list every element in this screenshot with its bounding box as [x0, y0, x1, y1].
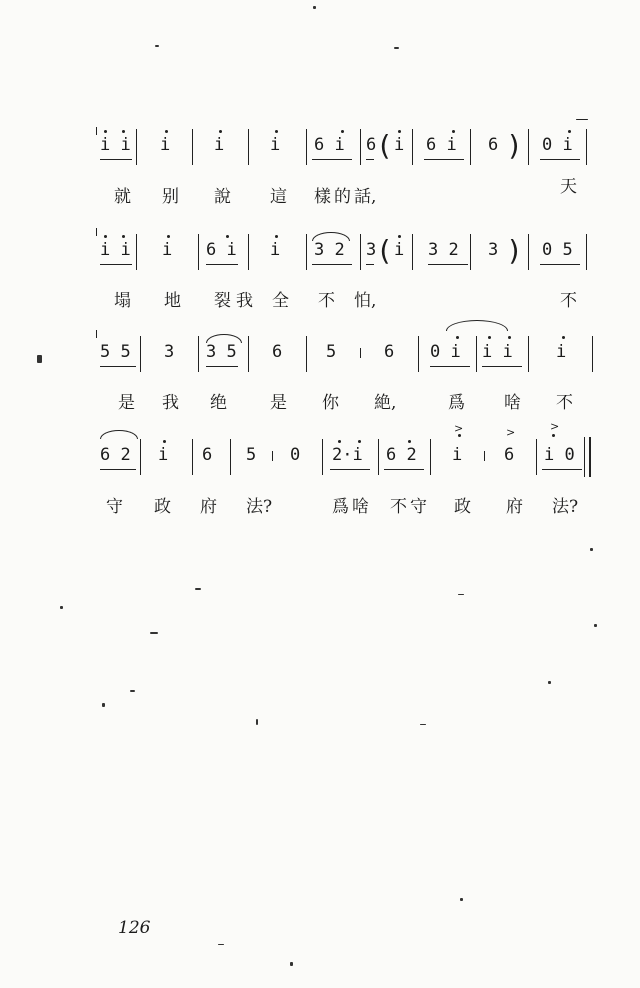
octave-dot	[398, 130, 401, 133]
underline	[330, 469, 370, 470]
note: 6	[366, 135, 377, 155]
paren-close: )	[506, 129, 523, 162]
note: i	[158, 445, 169, 465]
note-group: 3 2	[428, 240, 459, 260]
note-group: i i	[100, 240, 131, 260]
note-group: i i	[100, 135, 131, 155]
lyric-char: 守	[410, 497, 427, 517]
barline-dashed	[272, 451, 273, 461]
note: 6	[384, 342, 395, 362]
note: 5	[326, 342, 337, 362]
barline	[586, 129, 587, 165]
barline	[136, 129, 137, 165]
octave-dot	[275, 130, 278, 133]
octave-dot	[104, 130, 107, 133]
note-group: i 0	[544, 445, 575, 465]
note: 0	[290, 445, 301, 465]
underline	[366, 264, 374, 265]
octave-dot	[456, 336, 459, 339]
lyric-char: 守	[106, 497, 123, 517]
scan-speck	[102, 703, 105, 707]
staff-line-1	[96, 127, 600, 167]
note: 6	[202, 445, 213, 465]
scan-speck	[590, 548, 593, 551]
scan-speck	[594, 624, 597, 627]
barline	[248, 129, 249, 165]
lyric-char: 就	[114, 187, 131, 207]
lyric-char: 绝	[210, 393, 227, 413]
note: i	[452, 445, 463, 465]
scan-speck	[155, 45, 159, 47]
barline	[412, 129, 413, 165]
barline	[412, 234, 413, 270]
lyric-char: 不	[390, 497, 407, 517]
lyric-char: 不	[556, 393, 573, 413]
note: 3	[366, 240, 377, 260]
lyric-char: 政	[154, 497, 171, 517]
barline	[528, 129, 529, 165]
barline	[140, 439, 141, 475]
barline	[592, 336, 593, 372]
bar-start-tick	[96, 228, 97, 236]
lyric-char: 裂	[214, 291, 231, 311]
lyric-char: 的	[334, 187, 351, 207]
barline	[322, 439, 323, 475]
underline	[542, 469, 582, 470]
lyric-char: 話,	[354, 187, 377, 207]
octave-dot	[568, 130, 571, 133]
scan-speck	[37, 355, 42, 363]
octave-dot	[122, 130, 125, 133]
underline	[430, 366, 470, 367]
note-group: 6 i	[314, 135, 345, 155]
scan-speck	[130, 690, 135, 692]
octave-dot	[275, 235, 278, 238]
barline	[306, 129, 307, 165]
octave-dot	[122, 235, 125, 238]
scan-speck	[60, 606, 63, 609]
barline	[528, 336, 529, 372]
octave-dot	[104, 235, 107, 238]
note-group: 5 5	[100, 342, 131, 362]
barline	[360, 129, 361, 165]
lyric-char: 政	[454, 497, 471, 517]
barline	[360, 234, 361, 270]
note: 3	[164, 342, 175, 362]
octave-dot	[508, 336, 511, 339]
underline	[206, 366, 238, 367]
lyric-char: 不	[560, 291, 577, 311]
scan-speck	[460, 898, 463, 901]
barline	[198, 336, 199, 372]
underline	[100, 159, 132, 160]
barline	[476, 336, 477, 372]
lyric-char: 怕,	[354, 291, 377, 311]
barline	[136, 234, 137, 270]
underline	[206, 264, 238, 265]
note-group: 3 5	[206, 342, 237, 362]
lyric-char: 樣	[314, 187, 331, 207]
scan-speck	[548, 681, 551, 684]
octave-dot	[488, 336, 491, 339]
final-double-barline	[584, 437, 591, 477]
note: 6	[488, 135, 499, 155]
note-group: 6 2	[100, 445, 131, 465]
note: i	[394, 135, 405, 155]
accent-mark: >	[506, 426, 516, 439]
lyric-char: 天	[560, 177, 577, 197]
underline	[366, 159, 374, 160]
barline	[586, 234, 587, 270]
bar-start-tick	[96, 127, 97, 135]
lyric-char: 爲	[448, 393, 465, 413]
barline	[470, 234, 471, 270]
lyric-char: 别	[162, 187, 179, 207]
note-group: i i	[482, 342, 513, 362]
barline-dashed	[360, 348, 361, 358]
octave-dot	[167, 235, 170, 238]
underline	[312, 159, 352, 160]
staff-line-4	[96, 437, 600, 477]
lyric-char: 法?	[552, 497, 579, 517]
lyric-char: 法?	[246, 497, 273, 517]
barline	[306, 336, 307, 372]
lyric-char: 府	[200, 497, 217, 517]
note: 6	[504, 445, 515, 465]
scan-speck	[290, 962, 293, 966]
underline	[384, 469, 424, 470]
barline	[192, 129, 193, 165]
note: i	[160, 135, 171, 155]
octave-dot	[358, 440, 361, 443]
barline	[536, 439, 537, 475]
lyric-line-4	[96, 492, 596, 752]
octave-dot	[452, 130, 455, 133]
octave-dot	[226, 235, 229, 238]
scan-speck	[420, 724, 426, 725]
bar-start-tick	[96, 330, 97, 338]
octave-dot	[552, 434, 555, 437]
barline	[198, 234, 199, 270]
barline	[306, 234, 307, 270]
barline-dashed	[484, 451, 485, 461]
lyric-char: 這	[270, 187, 287, 207]
note: i	[214, 135, 225, 155]
barline	[140, 336, 141, 372]
underline	[312, 264, 352, 265]
lyric-char: 說	[214, 187, 231, 207]
octave-dot	[408, 440, 411, 443]
scan-speck	[458, 594, 464, 595]
note-group: 3 2	[314, 240, 345, 260]
barline	[418, 336, 419, 372]
underline	[540, 159, 580, 160]
barline	[470, 129, 471, 165]
accent-mark: >	[454, 422, 464, 435]
note: i	[394, 240, 405, 260]
note: i	[270, 240, 281, 260]
octave-dot	[562, 336, 565, 339]
note: i	[270, 135, 281, 155]
scan-speck	[313, 6, 316, 9]
underline	[428, 264, 468, 265]
underline	[424, 159, 464, 160]
paren-close: )	[506, 234, 523, 267]
underline	[540, 264, 580, 265]
lyric-char: 府	[506, 497, 523, 517]
barline	[378, 439, 379, 475]
octave-dot	[398, 235, 401, 238]
lyric-char: 我	[236, 291, 253, 311]
page-number: 126	[118, 918, 151, 938]
note: 6	[272, 342, 283, 362]
octave-dot	[219, 130, 222, 133]
note: i	[556, 342, 567, 362]
lyric-char: 啥	[352, 497, 369, 517]
lyric-char: 不	[318, 291, 335, 311]
note-group: 0 5	[542, 240, 573, 260]
barline	[248, 234, 249, 270]
lyric-char: 我	[162, 393, 179, 413]
barline	[248, 336, 249, 372]
lyric-char: 全	[272, 291, 289, 311]
underline	[100, 264, 132, 265]
octave-dot	[165, 130, 168, 133]
lyric-char: 你	[322, 393, 339, 413]
accent-mark: >	[550, 420, 560, 433]
note-group: 2·i	[332, 445, 363, 465]
underline	[482, 366, 522, 367]
paren-open: (	[376, 129, 393, 162]
underline	[100, 469, 136, 470]
barline	[230, 439, 231, 475]
lyric-char: 是	[270, 393, 287, 413]
octave-dot	[338, 440, 341, 443]
note-group: 6 i	[426, 135, 457, 155]
note: 5	[246, 445, 257, 465]
scan-speck	[256, 719, 258, 725]
octave-dot	[341, 130, 344, 133]
barline	[192, 439, 193, 475]
barline	[528, 234, 529, 270]
note: i	[162, 240, 173, 260]
scan-speck	[195, 588, 201, 590]
scan-speck	[394, 47, 399, 49]
lyric-char: 啥	[504, 393, 521, 413]
note-group: 0 i	[430, 342, 461, 362]
octave-dot	[163, 440, 166, 443]
note: 3	[488, 240, 499, 260]
lyric-char: 地	[164, 291, 181, 311]
underline	[100, 366, 136, 367]
tie-mark	[576, 119, 588, 120]
note-group: 0 i	[542, 135, 573, 155]
staff-line-3	[96, 334, 600, 374]
note-group: 6 i	[206, 240, 237, 260]
note-group: 6 2	[386, 445, 417, 465]
barline	[430, 439, 431, 475]
lyric-char: 是	[118, 393, 135, 413]
scan-speck	[150, 632, 158, 634]
lyric-char: 爲	[332, 497, 349, 517]
paren-open: (	[376, 234, 393, 267]
lyric-char: 塌	[114, 291, 131, 311]
scan-speck	[218, 944, 224, 945]
lyric-char: 絶,	[374, 393, 397, 413]
